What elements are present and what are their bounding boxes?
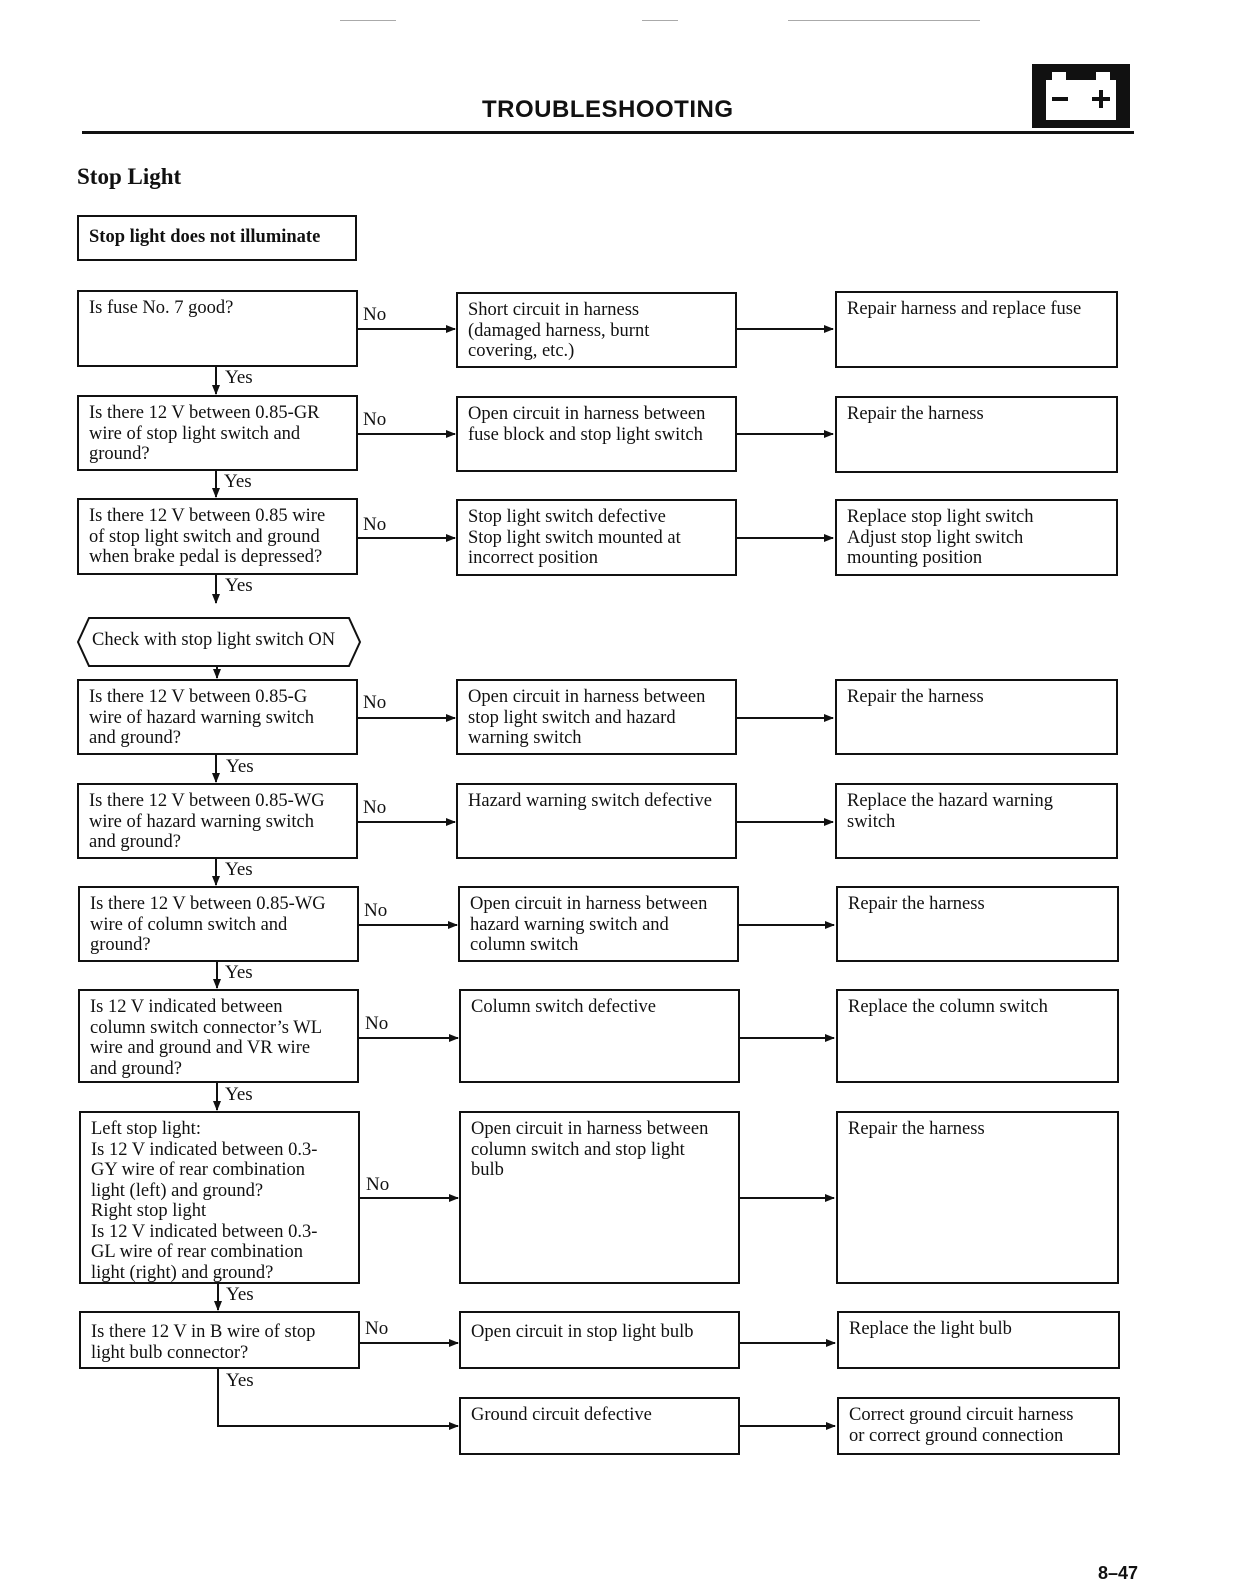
remedy-box-3: Replace stop light switch Adjust stop light switch mounting position [835,499,1118,576]
cause-box-1: Short circuit in harness (damaged harness, burnt covering, etc.) [456,292,737,368]
remedy-box-8: Repair the harness [836,1111,1119,1284]
no-label: No [363,797,387,818]
section-title: Stop Light [77,164,182,189]
question-box-8: Left stop light: Is 12 V indicated between 0.3- GY wire of rear combination light (left) and ground? Right stop light Is 12 V indicated between 0.3- GL wire of rear combination light (right) and ground? [79,1111,360,1284]
yes-label: Yes [226,1284,254,1305]
cause-box-9: Open circuit in stop light bulb [459,1311,740,1369]
yes-label: Yes [226,1370,254,1391]
question-box-2: Is there 12 V between 0.85-GR wire of stop light switch and ground? [77,395,358,471]
start-symptom-box: Stop light does not illuminate [77,215,357,261]
remedy-box-2: Repair the harness [835,396,1118,473]
question-box-5: Is there 12 V between 0.85-WG wire of hazard warning switch and ground? [77,783,358,859]
yes-label: Yes [225,859,253,880]
remedy-box-5: Replace the hazard warning switch [835,783,1118,859]
cause-box-8: Open circuit in harness between column switch and stop light bulb [459,1111,740,1284]
remedy-box-4: Repair the harness [835,679,1118,755]
question-box-3: Is there 12 V between 0.85 wire of stop light switch and ground when brake pedal is depressed? [77,498,358,575]
question-box-9: Is there 12 V in B wire of stop light bulb connector? [79,1311,360,1369]
question-box-7: Is 12 V indicated between column switch connector’s WL wire and ground and VR wire and ground? [78,989,359,1083]
question-box-1: Is fuse No. 7 good? [77,290,358,367]
cause-box-5: Hazard warning switch defective [456,783,737,859]
yes-label: Yes [226,756,254,777]
yes-label: Yes [224,471,252,492]
cause-box-6: Open circuit in harness between hazard warning switch and column switch [458,886,739,962]
question-box-6: Is there 12 V between 0.85-WG wire of column switch and ground? [78,886,359,962]
cause-box-4: Open circuit in harness between stop light switch and hazard warning switch [456,679,737,755]
no-label: No [365,1318,389,1339]
page-number: 8–47 [1098,1563,1139,1583]
no-label: No [363,692,387,713]
remedy-box-7: Replace the column switch [836,989,1119,1083]
remedy-box-final: Correct ground circuit harness or correct ground connection [837,1397,1120,1455]
no-label: No [363,514,387,535]
cause-box-2: Open circuit in harness between fuse block and stop light switch [456,396,737,472]
page-header-title: TROUBLESHOOTING [482,96,734,123]
no-label: No [366,1174,390,1195]
no-label: No [365,1013,389,1034]
yes-label: Yes [225,1084,253,1105]
cause-box-final: Ground circuit defective [459,1397,740,1455]
yes-label: Yes [225,575,253,596]
remedy-box-1: Repair harness and replace fuse [835,291,1118,368]
yes-label: Yes [225,367,253,388]
question-box-4: Is there 12 V between 0.85-G wire of hazard warning switch and ground? [77,679,358,755]
remedy-box-6: Repair the harness [836,886,1119,962]
checkpoint-label: Check with stop light switch ON [92,630,336,650]
no-label: No [363,409,387,430]
cause-box-3: Stop light switch defective Stop light switch mounted at incorrect position [456,499,737,576]
yes-label: Yes [225,962,253,983]
no-label: No [364,900,388,921]
remedy-box-9: Replace the light bulb [837,1311,1120,1369]
cause-box-7: Column switch defective [459,989,740,1083]
no-label: No [363,304,387,325]
